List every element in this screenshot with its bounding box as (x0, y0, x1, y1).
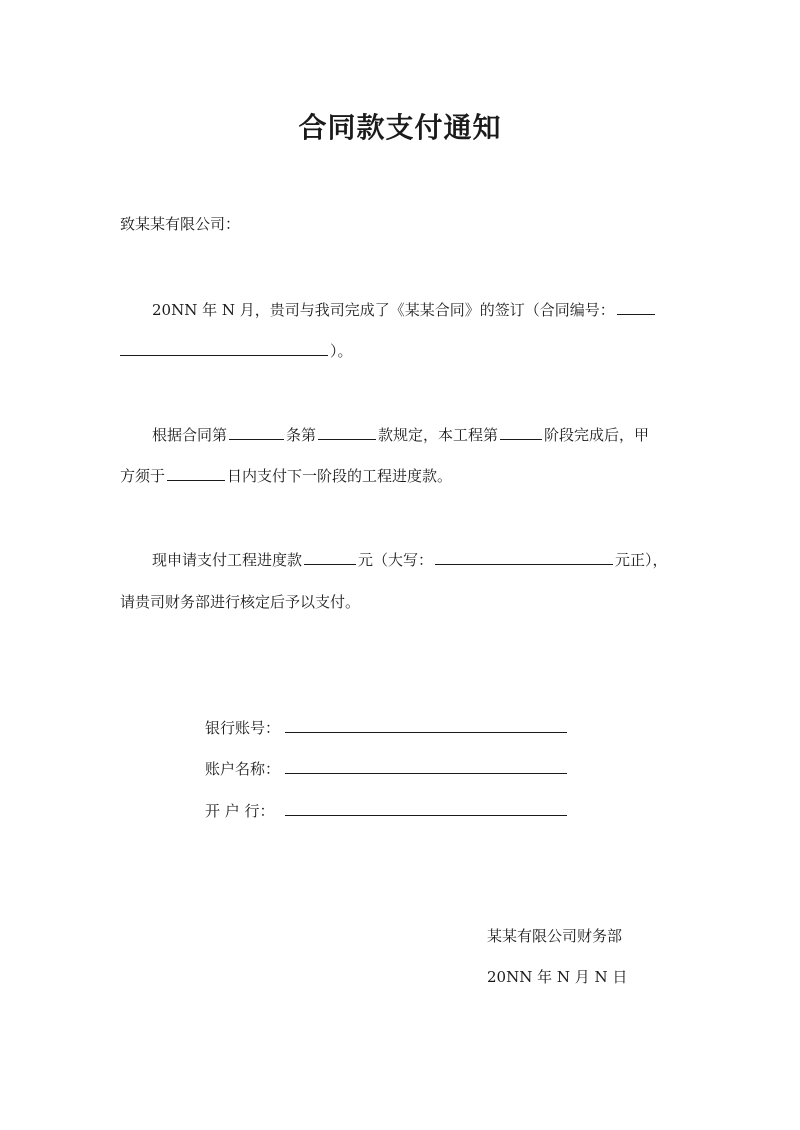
paragraph-3-line-2: 请贵司财务部进行核定后予以支付。 (120, 593, 361, 611)
bank-account-field[interactable] (285, 715, 567, 733)
paragraph-2-text-c: 款规定，本工程第 (378, 426, 499, 444)
document-title: 合同款支付通知 (298, 111, 502, 144)
paragraph-2-text-b: 条第 (286, 426, 317, 444)
stage-number-blank (500, 422, 542, 440)
clause-number-blank (318, 422, 376, 440)
salutation: 致某某有限公司： (120, 215, 241, 233)
signature-department: 某某有限公司财务部 (487, 927, 623, 945)
account-name-row (205, 756, 567, 781)
signature-date: 20NN 年 N 月 N 日 (487, 968, 628, 986)
paragraph-2-text-a: 根据合同第 (152, 426, 228, 444)
paragraph-2-text-f: 日内支付下一阶段的工程进度款。 (227, 467, 453, 485)
bank-account-label: 银行账号： (205, 719, 281, 737)
bank-branch-label: 开 户 行： (205, 802, 275, 820)
bank-branch-row (205, 798, 567, 823)
paragraph-2-line-2 (120, 463, 452, 488)
paragraph-3-line-1 (152, 547, 668, 572)
paragraph-1-line-2 (120, 338, 353, 363)
contract-number-blank-1 (617, 297, 655, 315)
amount-blank (304, 547, 356, 565)
paragraph-3-text-a: 现申请支付工程进度款 (152, 551, 303, 569)
paragraph-2-text-e: 方须于 (120, 467, 166, 485)
paragraph-1-text-b: ）。 (330, 342, 353, 360)
paragraph-2-text-d: 阶段完成后，甲 (544, 426, 650, 444)
bank-account-row (205, 715, 567, 740)
paragraph-2-line-1 (152, 422, 649, 447)
bank-branch-field[interactable] (285, 798, 567, 816)
paragraph-1-text-a: 20NN 年 N 月，贵司与我司完成了《某某合同》的签订（合同编号： (152, 301, 615, 319)
account-name-field[interactable] (285, 756, 567, 774)
paragraph-3-text-c: 元正）， (615, 551, 668, 569)
paragraph-3-text-b: 元（大写： (358, 551, 434, 569)
paragraph-1-line-1 (152, 297, 657, 322)
account-name-label: 账户名称： (205, 760, 281, 778)
amount-in-words-blank (435, 547, 613, 565)
days-blank (167, 463, 225, 481)
contract-number-blank-2 (120, 338, 328, 356)
article-number-blank (229, 422, 284, 440)
